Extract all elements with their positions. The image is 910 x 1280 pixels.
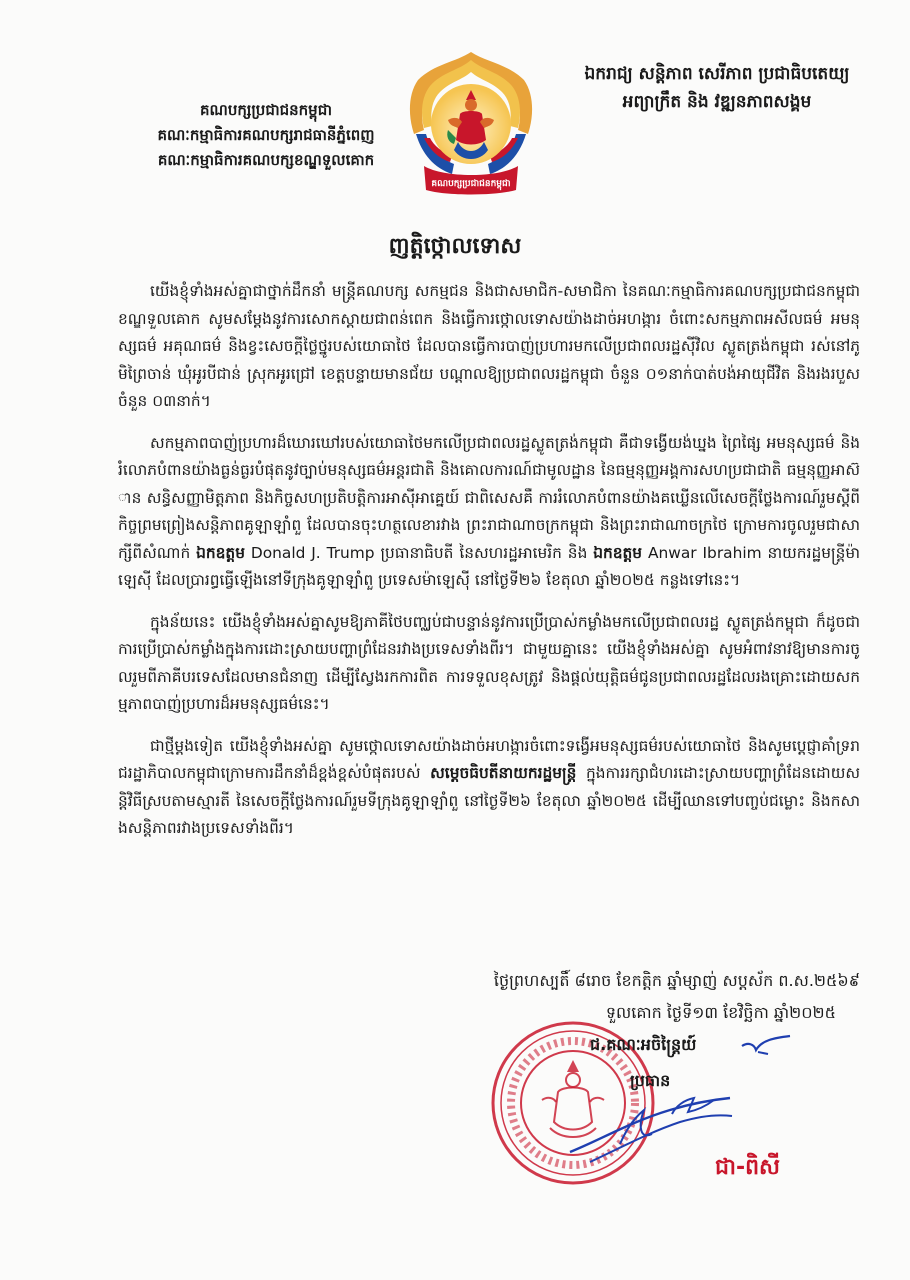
logo-caption: គណបក្សប្រជាជនកម្ពុជា [431, 179, 511, 189]
district-committee-line: គណៈកម្មាធិការគណបក្សខណ្ឌទួលគោក [157, 151, 375, 169]
party-header-left [116, 98, 416, 173]
party-name-line: គណបក្សប្រជាជនកម្ពុជា [200, 101, 332, 119]
prime-minister-title: សម្តេចធិបតីនាយករដ្ឋមន្ត្រី [430, 764, 577, 782]
document-title: ញត្តិថ្កោលទោស [388, 234, 522, 259]
national-motto [552, 60, 882, 116]
capital-committee-line: គណៈកម្មាធិការគណបក្សរាជធានីភ្នំពេញ [157, 126, 375, 144]
paragraph-2-text-a: សកម្មភាពបាញ់ប្រហារដ៏ឃោរឃៅរបស់យោធាថៃមកលើប្រជាពលរដ្ឋស្លូតត្រង់កម្ពុជា គឺជាទង្វើយង់ឃ្នង ព្រៃផ្សៃ អមនុស្សធម៌ និងរំលោភបំពានយ៉ាងធ្ងន់ធ្ងរបំផុតនូវច្បាប់មនុស្សធម៌អន្តរជាតិ និងគោលការណ៍ជាមូលដ្ឋាន នៃធម្មនុញ្ញអង្គការសហប្រជាជាតិ ធម្មនុញ្ញអាស៊ាន សន្ធិសញ្ញាមិត្តភាព និងកិច្ចសហប្រតិបត្តិការអាស៊ីអាគ្នេយ៍ ជាពិសេសគឺ ការរំលោភបំពានយ៉ាងគឃ្លើនលើសេចក្តីថ្លែងការណ៍រួមស្តីពីកិច្ចព្រមព្រៀងសន្តិភាពគូឡាឡាំពួ ដែលបានចុះហត្ថលេខារវាង ព្រះរាជាណាចក្រកម្ពុជា និងព្រះរាជាណាចក្រថៃ ក្រោមការចូលរួមជាសាក្សីពីសំណាក់ [118, 433, 860, 562]
honorific-1: ឯកឧត្តម [196, 543, 245, 562]
honorific-2: ឯកឧត្តម [593, 543, 643, 562]
solar-date: ទួលគោក ថ្ងៃទី១៣ ខែវិច្ឆិកា ឆ្នាំ២០២៥ [605, 1003, 836, 1022]
lunar-date: ថ្ងៃព្រហស្បតិ៍ ៨រោច ខែកត្តិក ឆ្នាំម្សាញ់ សប្តស័ក ព.ស.២៥៦៩ [493, 971, 860, 990]
paragraph-4-text-c: ក្នុងការរក្សាជំហរដោះស្រាយបញ្ហាព្រំដែនដោយសន្តិវិធីស្របតាមស្មារតី នៃសេចក្តីថ្លែងការណ៍រួមទីក្រុងគូឡាឡាំពួ នៅថ្ងៃទី២៦ ខែតុលា ឆ្នាំ២០២៥ ដើម្បីឈានទៅបញ្ចប់ជម្លោះ និងកសាងសន្តិភាពរវាងប្រទេសទាំងពីរ។ [118, 764, 860, 837]
initial-mark-icon [738, 1032, 794, 1058]
motto-line-2: អព្យាក្រឹត និង វឌ្ឍនភាពសង្គម [622, 92, 812, 112]
petition-body [118, 278, 860, 857]
handwritten-signature-icon [560, 1070, 740, 1170]
paragraph-2-text-d: Anwar Ibrahim នាយករដ្ឋមន្ត្រីម៉ាឡេស៊ី ដែលប្រារព្ធធ្វើឡើងនៅទីក្រុងគូឡាឡាំពួ ប្រទេសម៉ាឡេស៊ី នៅថ្ងៃទី២៦ ខែតុលា ឆ្នាំ២០២៥ កន្លងទៅនេះ។ [118, 543, 860, 589]
signatory-role: ជ.គណៈអចិន្ត្រៃយ៍ [590, 1035, 697, 1054]
signatory-title: ប្រធាន [630, 1071, 671, 1090]
party-logo-icon [404, 50, 538, 196]
signatory-name: ជា-ពិសី [715, 1155, 780, 1180]
paragraph-2-text-c: Donald J. Trump ប្រធានាធិបតី នៃសហរដ្ឋអាមេរិក និង [244, 543, 594, 562]
paragraph-3: ក្នុងន័យនេះ យើងខ្ញុំទាំងអស់គ្នាសូមឱ្យភាគីថៃបញ្ឈប់ជាបន្ទាន់នូវការប្រើប្រាស់កម្លាំងមកលើប្រជាពលរដ្ឋ ស្លូតត្រង់កម្ពុជា ក៏ដូចជាការប្រើប្រាស់កម្លាំងក្នុងការដោះស្រាយបញ្ហាព្រំដែនរវាងប្រទេសទាំងពីរ។ ជាមួយគ្នានេះ យើងខ្ញុំទាំងអស់គ្នា សូមអំពាវនាវឱ្យមានការចូលរួមពីភាគីបរទេសដែលមានជំនាញ ដើម្បីស្វែងរកការពិត ការទទួលខុសត្រូវ និងផ្តល់យុត្តិធម៌ជូនប្រជាពលរដ្ឋដែលរងគ្រោះដោយសកម្មភាពបាញ់ប្រហារដ៏អមនុស្សធម៌នេះ។ [118, 612, 860, 713]
paragraph-4 [118, 733, 860, 843]
paragraph-4-text-a: ជាថ្មីម្តងទៀត យើងខ្ញុំទាំងអស់គ្នា សូមថ្កោលទោសយ៉ាងដាច់អហង្ការចំពោះទង្វើអមនុស្សធម៌របស់យោធាថៃ និងសូមប្តេជ្ញាគាំទ្ររាជរដ្ឋាភិបាលកម្ពុជាក្រោមការដឹកនាំដ៏ខ្ពង់ខ្ពស់បំផុតរបស់ [118, 736, 860, 782]
paragraph-2 [118, 430, 860, 595]
motto-line-1: ឯករាជ្យ សន្តិភាព សេរីភាព ប្រជាធិបតេយ្យ [584, 64, 850, 84]
paragraph-1: យើងខ្ញុំទាំងអស់គ្នាជាថ្នាក់ដឹកនាំ មន្ត្រីគណបក្ស សកម្មជន និងជាសមាជិក-សមាជិកា នៃគណៈកម្មាធិការគណបក្សប្រជាជនកម្ពុជាខណ្ឌទួលគោក សូមសម្តែងនូវការសោកស្តាយជាពន់ពេក និងធ្វើការថ្កោលទោសយ៉ាងដាច់អហង្ការ ចំពោះសកម្មភាពអសីលធម៌ អមនុស្សធម៌ អគុណធម៌ និងខ្វះសេចក្តីថ្លៃថ្នូរបស់យោធាថៃ ដែលបានធ្វើការបាញ់ប្រហារមកលើប្រជាពលរដ្ឋស៊ីវិល ស្លូតត្រង់កម្ពុជា រស់នៅភូមិព្រៃចាន់ ឃុំអូរបីជាន់ ស្រុកអូរជ្រៅ ខេត្តបន្ទាយមានជ័យ បណ្តាលឱ្យប្រជាពលរដ្ឋកម្ពុជា ចំនួន ០១នាក់បាត់បង់អាយុជីវិត និងរងរបួសចំនួន ០៣នាក់។ [118, 282, 860, 410]
